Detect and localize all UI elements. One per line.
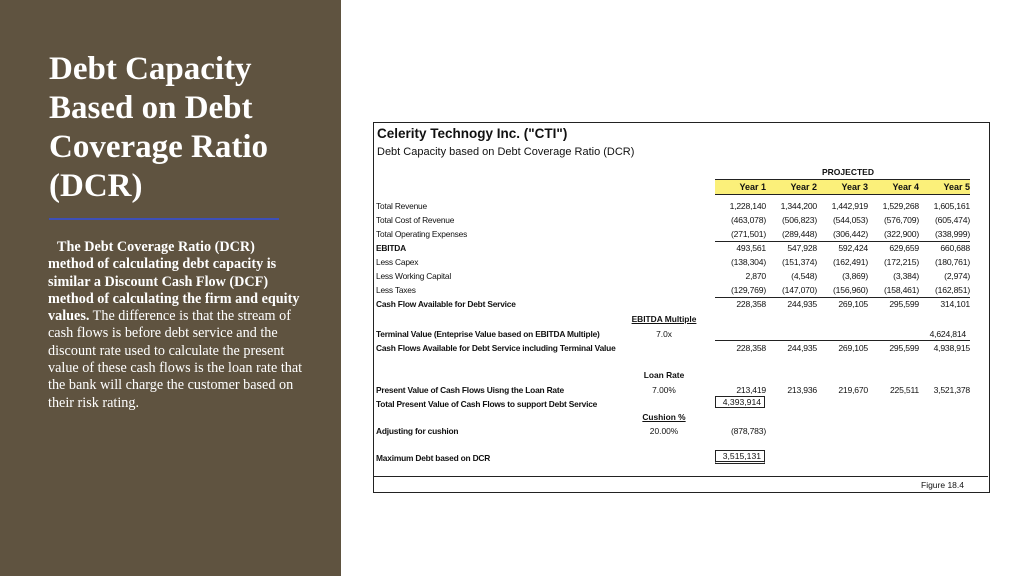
cell-value: 1,529,268 xyxy=(882,201,919,211)
total-pv-label: Total Present Value of Cash Flows to support Debt Service xyxy=(376,399,598,409)
pv-value: 219,670 xyxy=(838,385,868,395)
pv-value: 225,511 xyxy=(889,385,919,395)
total-pv-value: 4,393,914 xyxy=(715,396,765,408)
cell-value: 1,344,200 xyxy=(780,201,817,211)
cushion-label: Adjusting for cushion xyxy=(376,426,459,436)
title-divider xyxy=(49,218,279,220)
pv-label: Present Value of Cash Flows Uisng the Loan Rate xyxy=(376,385,564,395)
subtotal-rule xyxy=(715,241,970,242)
cell-value: (4,548) xyxy=(791,271,817,281)
cell-value: 228,358 xyxy=(736,299,766,309)
terminal-underline xyxy=(715,340,970,341)
loan-rate-header: Loan Rate xyxy=(643,370,685,380)
cushion-pct: 20.00% xyxy=(649,426,679,436)
row-label: Less Working Capital xyxy=(376,271,451,281)
cell-value: (151,374) xyxy=(782,257,817,267)
cell-value: 1,228,140 xyxy=(729,201,766,211)
cell-value: (544,053) xyxy=(833,215,868,225)
cf-terminal-value: 244,935 xyxy=(787,343,817,353)
cell-value: (156,960) xyxy=(833,285,868,295)
cell-value: (162,491) xyxy=(833,257,868,267)
cell-value: 547,928 xyxy=(787,243,817,253)
cell-value: 1,442,919 xyxy=(831,201,868,211)
row-label: Cash Flow Available for Debt Service xyxy=(376,299,516,309)
cell-value: 493,561 xyxy=(736,243,766,253)
cell-value: 244,935 xyxy=(787,299,817,309)
cushion-header: Cushion % xyxy=(642,412,686,422)
row-label: Less Capex xyxy=(376,257,419,267)
cell-value: (289,448) xyxy=(782,229,817,239)
cell-value: 629,659 xyxy=(889,243,919,253)
pv-value: 213,419 xyxy=(736,385,766,395)
body-bold-text: The Debt Coverage Ratio (DCR) method of calculating debt capacity is similar a Discount Cash Flow (DCF) method of calculating the firm and equity values. xyxy=(48,239,300,325)
projected-label: PROJECTED xyxy=(822,167,874,177)
year-header: Year 4 xyxy=(892,182,919,192)
body-regular-text: The difference is that the stream of cash flows is before debt service and the discount rate used to calculate the present value of these cash flows is the loan rate that the bank will charge the customer based on their risk rating. xyxy=(48,308,303,411)
cell-value: (306,442) xyxy=(833,229,868,239)
subtotal-rule xyxy=(715,297,970,298)
terminal-value: 4,624,814 xyxy=(929,329,966,339)
row-label: Total Operating Expenses xyxy=(376,229,468,239)
cell-value: (147,070) xyxy=(782,285,817,295)
pv-value: 213,936 xyxy=(787,385,817,395)
cell-value: (172,215) xyxy=(884,257,919,267)
loan-rate: 7.00% xyxy=(652,385,676,395)
row-label: Total Revenue xyxy=(376,201,427,211)
cell-value: 2,870 xyxy=(745,271,766,281)
cf-terminal-value: 295,599 xyxy=(889,343,919,353)
cell-value: (3,869) xyxy=(842,271,868,281)
cell-value: 314,101 xyxy=(940,299,970,309)
cell-value: (271,501) xyxy=(731,229,766,239)
year-header: Year 3 xyxy=(841,182,868,192)
cell-value: (338,999) xyxy=(935,229,970,239)
cell-value: (180,761) xyxy=(935,257,970,267)
row-label: EBITDA xyxy=(376,243,406,253)
cell-value: (322,900) xyxy=(884,229,919,239)
cell-value: (129,769) xyxy=(731,285,766,295)
cell-value: (506,823) xyxy=(782,215,817,225)
cf-terminal-label: Cash Flows Available for Debt Service including Terminal Value xyxy=(376,343,616,353)
pv-value: 3,521,378 xyxy=(933,385,970,395)
cell-value: (158,461) xyxy=(884,285,919,295)
cell-value: 1,605,161 xyxy=(933,201,970,211)
figure-title: Celerity Technogy Inc. ("CTI") xyxy=(377,126,568,141)
figure-bottom-rule xyxy=(374,476,988,477)
cell-value: 660,688 xyxy=(940,243,970,253)
cell-value: 592,424 xyxy=(838,243,868,253)
cell-value: (576,709) xyxy=(884,215,919,225)
slide-body-text xyxy=(48,239,303,412)
ebitda-multiple-header: EBITDA Multiple xyxy=(631,314,697,324)
year-header: Year 2 xyxy=(790,182,817,192)
cell-value: (605,474) xyxy=(935,215,970,225)
row-label: Total Cost of Revenue xyxy=(376,215,455,225)
cell-value: (138,304) xyxy=(731,257,766,267)
cushion-value: (878,783) xyxy=(731,426,766,436)
cell-value: (162,851) xyxy=(935,285,970,295)
cf-terminal-value: 4,938,915 xyxy=(933,343,970,353)
year-header: Year 5 xyxy=(943,182,970,192)
cell-value: 269,105 xyxy=(838,299,868,309)
dcr-figure xyxy=(373,122,990,493)
cell-value: (2,974) xyxy=(944,271,970,281)
row-label: Less Taxes xyxy=(376,285,416,295)
terminal-multiple: 7.0x xyxy=(656,329,672,339)
figure-subtitle: Debt Capacity based on Debt Coverage Ratio (DCR) xyxy=(377,146,635,158)
cell-value: (463,078) xyxy=(731,215,766,225)
slide-title: Debt Capacity Based on Debt Coverage Ratio (DCR) xyxy=(49,51,269,204)
cf-terminal-value: 269,105 xyxy=(838,343,868,353)
year-header: Year 1 xyxy=(739,182,766,192)
max-debt-value: 3,515,131 xyxy=(715,450,765,464)
cell-value: (3,384) xyxy=(893,271,919,281)
max-debt-label: Maximum Debt based on DCR xyxy=(376,453,491,463)
terminal-value-label: Terminal Value (Enteprise Value based on EBITDA Multiple) xyxy=(376,329,600,339)
cf-terminal-value: 228,358 xyxy=(736,343,766,353)
cell-value: 295,599 xyxy=(889,299,919,309)
figure-caption: Figure 18.4 xyxy=(921,480,964,490)
